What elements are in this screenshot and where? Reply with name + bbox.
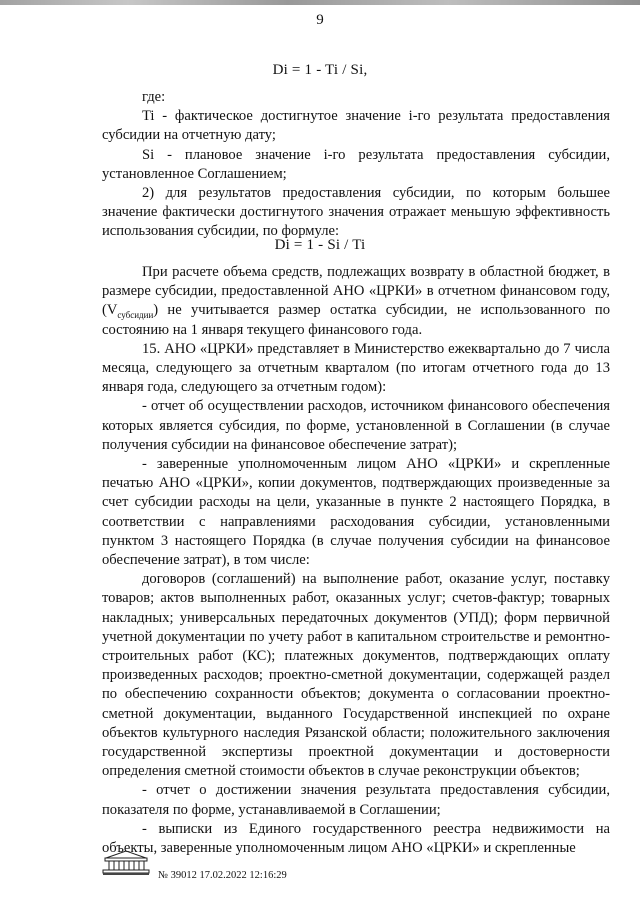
paragraph-item-15: 15. АНО «ЦРКИ» представляет в Министерство ежеквартально до 7 числа месяца, следующего за отчетным кварталом (по итогам отчетного года до 13 января года, следующего за отчетным годом): xyxy=(102,340,610,396)
paragraph-si-definition: Si - плановое значение i-го результата предоставления субсидии, установленное Соглашением; xyxy=(102,146,610,182)
footer-doc-number: № 39012 xyxy=(158,870,197,881)
document-footer xyxy=(100,848,430,888)
paragraph-contracts-list: договоров (соглашений) на выполнение работ, оказание услуг, поставку товаров; актов выполненных работ, оказанных услуг; счетов-фактур; товарных накладных; универсальных передаточных документов (УПД); форм первичной учетной документации по учету работ в капитальном строительстве и ремонтно-строительных работ (КС); платежных документов, подтверждающих оплату произведенных расходов; проектно-сметной документации, содержащей раздел по обеспечению сохранности объектов; документа о согласовании проектно-сметной документации, выданного Государственной инспекцией по охране объектов культурного наследия Рязанской области; положительного заключения государственной экспертизы проектной документации и достоверности определения сметной стоимости объектов в случае реконструкции объектов; xyxy=(102,571,610,780)
footer-datetime: 17.02.2022 12:16:29 xyxy=(199,870,287,881)
list-item-registry-extracts: - выписки из Единого государственного реестра недвижимости на объекты, заверенные уполномоченным лицом АНО «ЦРКИ» и скрепленные xyxy=(102,820,610,857)
text-block-definitions xyxy=(102,88,610,242)
paragraph-return-pre: При расчете объема средств, подлежащих возврату в областной бюджет, в размере субсидии, предоставленной АНО «ЦРКИ» в отчетном финансовом году, (V xyxy=(102,264,610,319)
list-item-expense-report: - отчет об осуществлении расходов, источником финансового обеспечения которых является субсидия, по форме, установленной в Соглашении (в случае получения субсидии на финансовое обеспечение затрат); xyxy=(102,398,610,453)
list-item-certified-copies: - заверенные уполномоченным лицом АНО «ЦРКИ» и скрепленные печатью АНО «ЦРКИ», копии документов, подтверждающих произведенные за счет субсидии расходы на цели, указанные в пункте 2 настоящего Порядка, в соответствии с направлениями расходования субсидии, установленными пунктом 3 настоящего Порядка (в случае получения субсидии на финансовое обеспечение затрат), в том числе: xyxy=(102,456,610,569)
government-building-icon xyxy=(100,848,152,876)
page-number: 9 xyxy=(316,12,324,28)
scan-top-edge xyxy=(0,0,640,5)
paragraph-item-2: 2) для результатов предоставления субсидии, по которым большее значение фактически достигнутого значения отражает меньшую эффективность использования субсидии, по формуле: xyxy=(102,185,610,240)
paragraph-return-post: ) не учитывается размер остатка субсидии, не использованного по состоянию на 1 января текущего финансового года. xyxy=(102,302,610,338)
formula-di-si-ti: Di = 1 - Si / Ti xyxy=(274,237,366,253)
footer-registration xyxy=(158,870,287,881)
paragraph-return-calculation xyxy=(102,263,610,340)
text-block-main xyxy=(102,263,610,858)
paragraph-ti-definition: Ti - фактическое достигнутое значение i-го результата предоставления субсидии на отчетную дату; xyxy=(102,108,610,144)
list-item-result-report: - отчет о достижении значения результата предоставления субсидии, показателя по форме, устанавливаемой в Соглашении; xyxy=(102,782,610,818)
paragraph-where: где: xyxy=(142,89,166,105)
subscript-subsidy: субсидии xyxy=(117,310,154,321)
formula-di-ti-si: Di = 1 - Ti / Si, xyxy=(272,62,368,78)
